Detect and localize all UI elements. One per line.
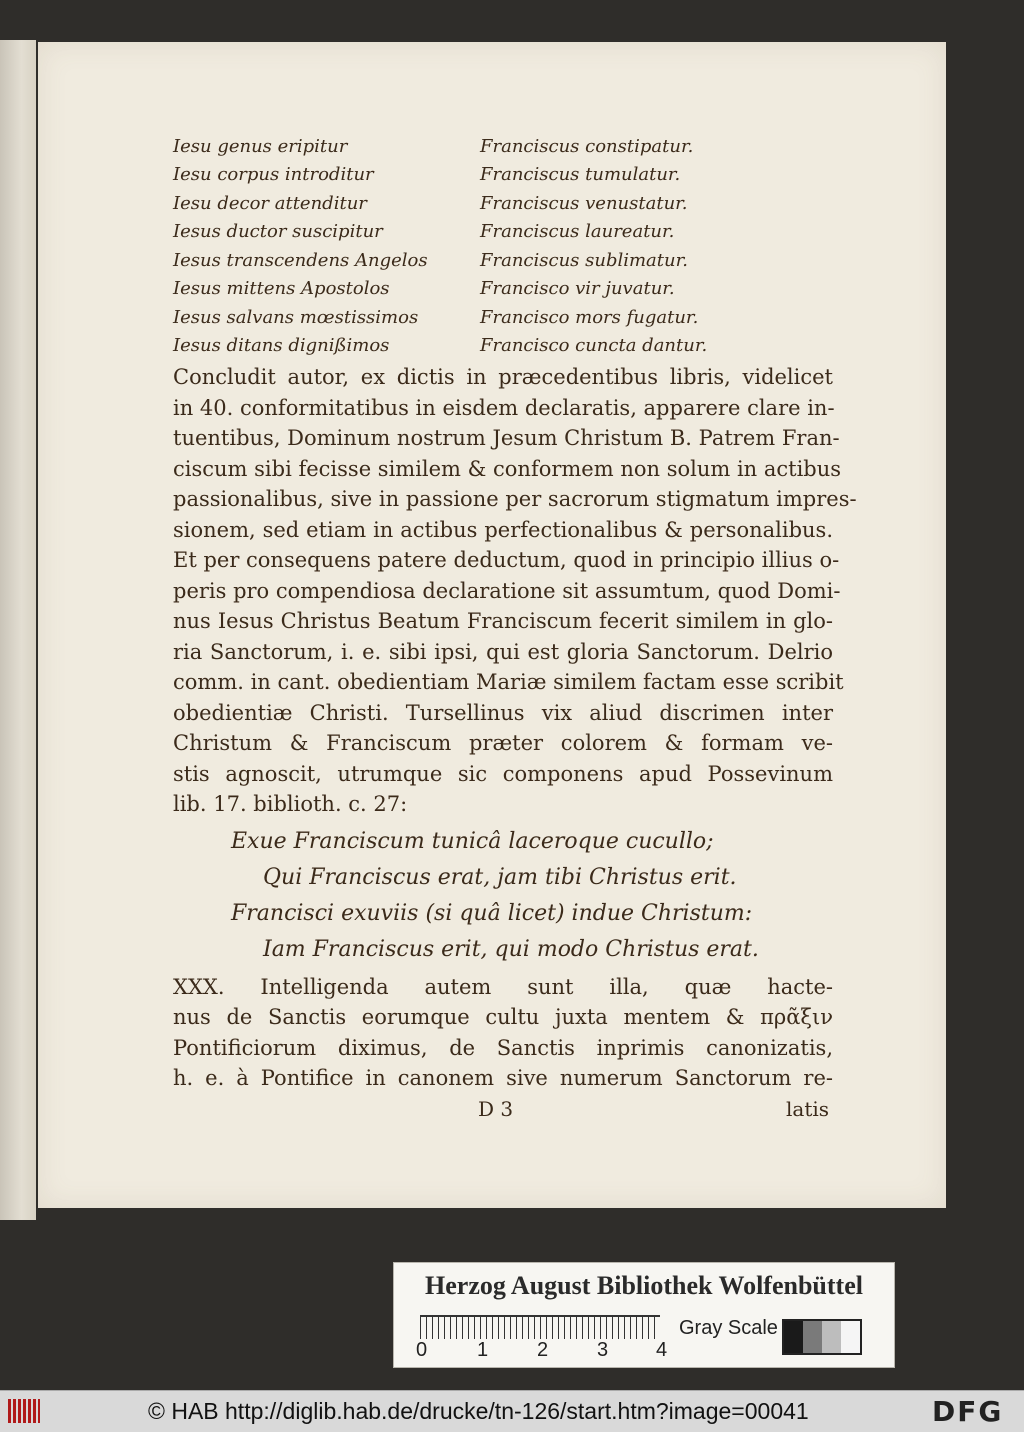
parallel-row [173, 132, 833, 161]
franciscus-phrase: Francisco cuncta dantur. [480, 335, 708, 357]
verse-line: Qui Franciscus erat, jam tibi Christus erit. [263, 864, 737, 890]
jesus-phrase: Iesus ductor suscipitur [173, 221, 383, 243]
jesus-phrase: Iesus salvans mœstissimos [173, 306, 419, 328]
text-line: nus Iesus Christus Beatum Franciscum fecerit similem in glo- [173, 609, 833, 633]
text-line: passionalibus, sive in passione per sacrorum stigmatum impres- [173, 487, 857, 511]
gray-swatch [803, 1321, 822, 1353]
parallel-row [173, 303, 833, 332]
text-line: Pontificiorum diximus, de Sanctis inprimis canonizatis, [173, 1035, 833, 1060]
text-line: h. e. à Pontifice in canonem sive numerum Sanctorum re- [173, 1066, 833, 1090]
scale-number-4: 4 [656, 1339, 668, 1361]
book-page [38, 42, 946, 1208]
franciscus-phrase: Franciscus constipatur. [480, 135, 694, 157]
text-line: ciscum sibi fecisse similem & conformem non solum in actibus [173, 456, 842, 481]
gray-scale-swatches [782, 1319, 862, 1355]
text-line: lib. 17. biblioth. c. 27: [173, 792, 408, 816]
text-line: comm. in cant. obedientiam Mariæ similem factam esse scribit [173, 670, 844, 694]
previous-page-edge [0, 40, 36, 1220]
scale-ruler [420, 1315, 660, 1339]
verse-block [173, 824, 833, 968]
footer-source-link[interactable]: © HAB http://diglib.hab.de/drucke/tn-126/start.htm?image=00041 [148, 1398, 809, 1424]
text-line: tuentibus, Dominum nostrum Jesum Christum B. Patrem Fran- [173, 426, 840, 450]
scale-number-2: 2 [537, 1339, 549, 1361]
dfg-logo: DFG [932, 1395, 1004, 1428]
text-line: Christum & Franciscum præter colorem & formam ve- [173, 731, 833, 755]
viewer-footer [0, 1390, 1024, 1432]
page-text [173, 132, 857, 1094]
parallel-list [173, 132, 833, 360]
franciscus-phrase: Francisco mors fugatur. [480, 306, 699, 328]
jesus-phrase: Iesu corpus introditur [173, 164, 374, 186]
jesus-phrase: Iesu genus eripitur [173, 135, 348, 157]
text-line: stis agnoscit, utrumque sic componens apud Possevinum [173, 761, 833, 786]
color-reference-card [393, 1262, 895, 1368]
parallel-row [173, 246, 833, 275]
text-line: Et per consequens patere deductum, quod in principio illius o- [173, 548, 840, 572]
parallel-row [173, 275, 833, 304]
jesus-phrase: Iesu decor attenditur [173, 192, 367, 214]
franciscus-phrase: Franciscus venustatur. [480, 192, 688, 214]
franciscus-phrase: Franciscus sublimatur. [480, 249, 688, 271]
signature-mark: D 3 [478, 1097, 514, 1121]
parallel-row [173, 218, 833, 247]
paragraph-conclusion [173, 362, 857, 820]
parallel-row [173, 161, 833, 190]
jesus-phrase: Iesus mittens Apostolos [173, 278, 390, 300]
text-line: Concludit autor, ex dictis in præcedentibus libris, videlicet [173, 365, 833, 389]
text-line: sionem, sed etiam in actibus perfectionalibus & personalibus. [173, 517, 833, 542]
text-line: obedientiæ Christi. Tursellinus vix aliud discrimen inter [173, 700, 833, 725]
scale-number-0: 0 [416, 1339, 428, 1361]
gray-swatch [822, 1321, 841, 1353]
card-title: Herzog August Bibliothek Wolfenbüttel [425, 1271, 863, 1300]
franciscus-phrase: Francisco vir juvatur. [480, 278, 675, 300]
hab-logo-icon [8, 1399, 40, 1423]
text-line: ria Sanctorum, i. e. sibi ipsi, qui est gloria Sanctorum. Delrio [173, 639, 833, 664]
verse-line: Exue Franciscum tunicâ laceroque cucullo; [231, 828, 714, 854]
gray-scale-label: Gray Scale [679, 1317, 778, 1339]
text-line: XXX. Intelligenda autem sunt illa, quæ hacte- [173, 974, 833, 999]
parallel-row [173, 332, 833, 361]
gray-swatch [784, 1321, 803, 1353]
franciscus-phrase: Franciscus tumulatur. [480, 164, 681, 186]
catchword: latis [786, 1097, 830, 1121]
jesus-phrase: Iesus transcendens Angelos [173, 249, 428, 271]
jesus-phrase: Iesus ditans dignißimos [173, 335, 390, 357]
franciscus-phrase: Franciscus laureatur. [480, 221, 675, 243]
parallel-row [173, 189, 833, 218]
verse-line: Francisci exuviis (si quâ licet) indue Christum: [231, 900, 753, 926]
text-line: peris pro compendiosa declaratione sit assumtum, quod Domi- [173, 578, 841, 603]
scale-number-3: 3 [597, 1339, 609, 1361]
section-xxx [173, 972, 833, 1094]
verse-line: Iam Franciscus erit, qui modo Christus erat. [263, 936, 759, 962]
scale-number-1: 1 [477, 1339, 489, 1361]
text-line: nus de Sanctis eorumque cultu juxta mentem & πρᾶξιν [173, 1005, 833, 1029]
gray-swatch [841, 1321, 860, 1353]
text-line: in 40. conformitatibus in eisdem declaratis, apparere clare in- [173, 395, 835, 420]
